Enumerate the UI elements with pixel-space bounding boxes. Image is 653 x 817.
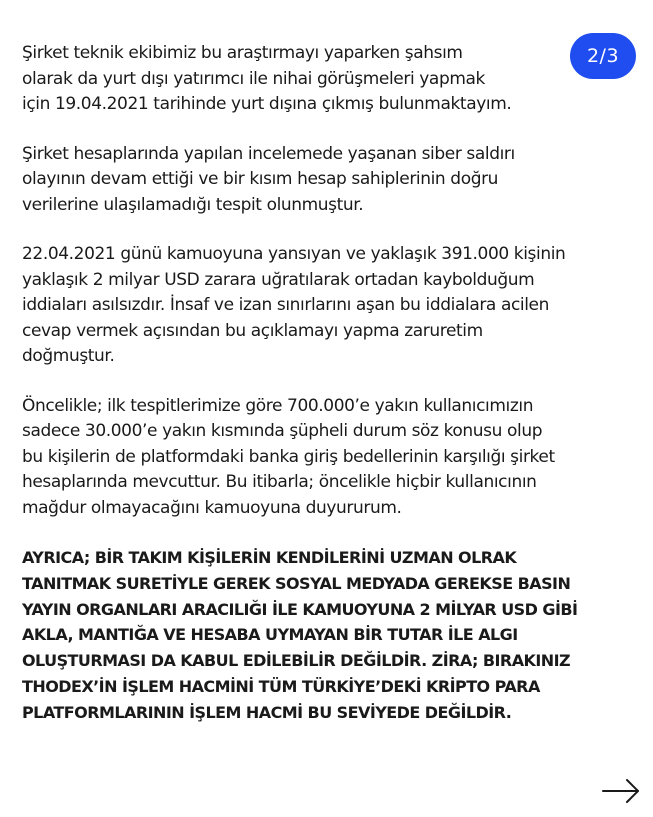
page-indicator-badge: 2/3 — [570, 33, 636, 79]
paragraph-travel: Şirket teknik ekibimiz bu araştırmayı yaparken şahsım olarak da yurt dışı yatırımcı ile nihai görüşmeleri yapmak için 19.04.2021 tarihinde yurt dışına çıkmış bulunmaktayım. — [22, 43, 512, 114]
arrow-right-icon — [600, 775, 642, 807]
paragraph-emphasis: AYRICA; BİR TAKIM KİŞİLERİN KENDİLERİNİ UZMAN OLRAK TANITMAK SURETİYLE GEREK SOSYAL MEDYADA GEREKSE BASIN YAYIN ORGANLARI ARACILIĞI İLE KAMUOYUNA 2 MİLYAR USD GİBİ AKLA, MANTIĞA VE HESABA UYMAYAN BİR TUTAR İLE ALGI OLUŞTURMASI DA KABUL EDİLEBİLİR DEĞİLDİR. ZİRA; BIRAKINIZ THODEX’İN İŞLEM HACMİNİ TÜM TÜRKİYE’DEKİ KRİPTO PARA PLATFORMLARININ İŞLEM HACMİ BU SEVİYEDE DEĞİLDİR. — [22, 548, 578, 722]
paragraph-user-figures: Öncelikle; ilk tespitlerimize göre 700.000’e yakın kullanıcımızın sadece 30.000’e yakın kısmında şüpheli durum söz konusu olup bu kişilerin de platformdaki banka giriş bedellerinin karşılığı şirket hesaplarında mevcuttur. Bu itibarla; öncelikle hiçbir kullanıcının mağdur olmayacağını kamuoyuna duyururum. — [22, 395, 555, 518]
paragraph-allegations: 22.04.2021 günü kamuoyuna yansıyan ve yaklaşık 391.000 kişinin yaklaşık 2 milyar USD zarara uğratılarak ortadan kaybolduğum iddiaları asılsızdır. İnsaf ve izan sınırlarını aşan bu iddialara acilen cevap vermek açısından bu açıklamayı yapma zaruretim doğmuştur. — [22, 244, 566, 366]
paragraph-cyber-attack: Şirket hesaplarında yapılan incelemede yaşanan siber saldırı olayının devam ettiği ve bir kısım hesap sahiplerinin doğru verilerine ulaşılamadığı tespit olunmuştur. — [22, 143, 515, 215]
statement-body — [22, 41, 642, 750]
next-page-button[interactable] — [600, 775, 642, 807]
